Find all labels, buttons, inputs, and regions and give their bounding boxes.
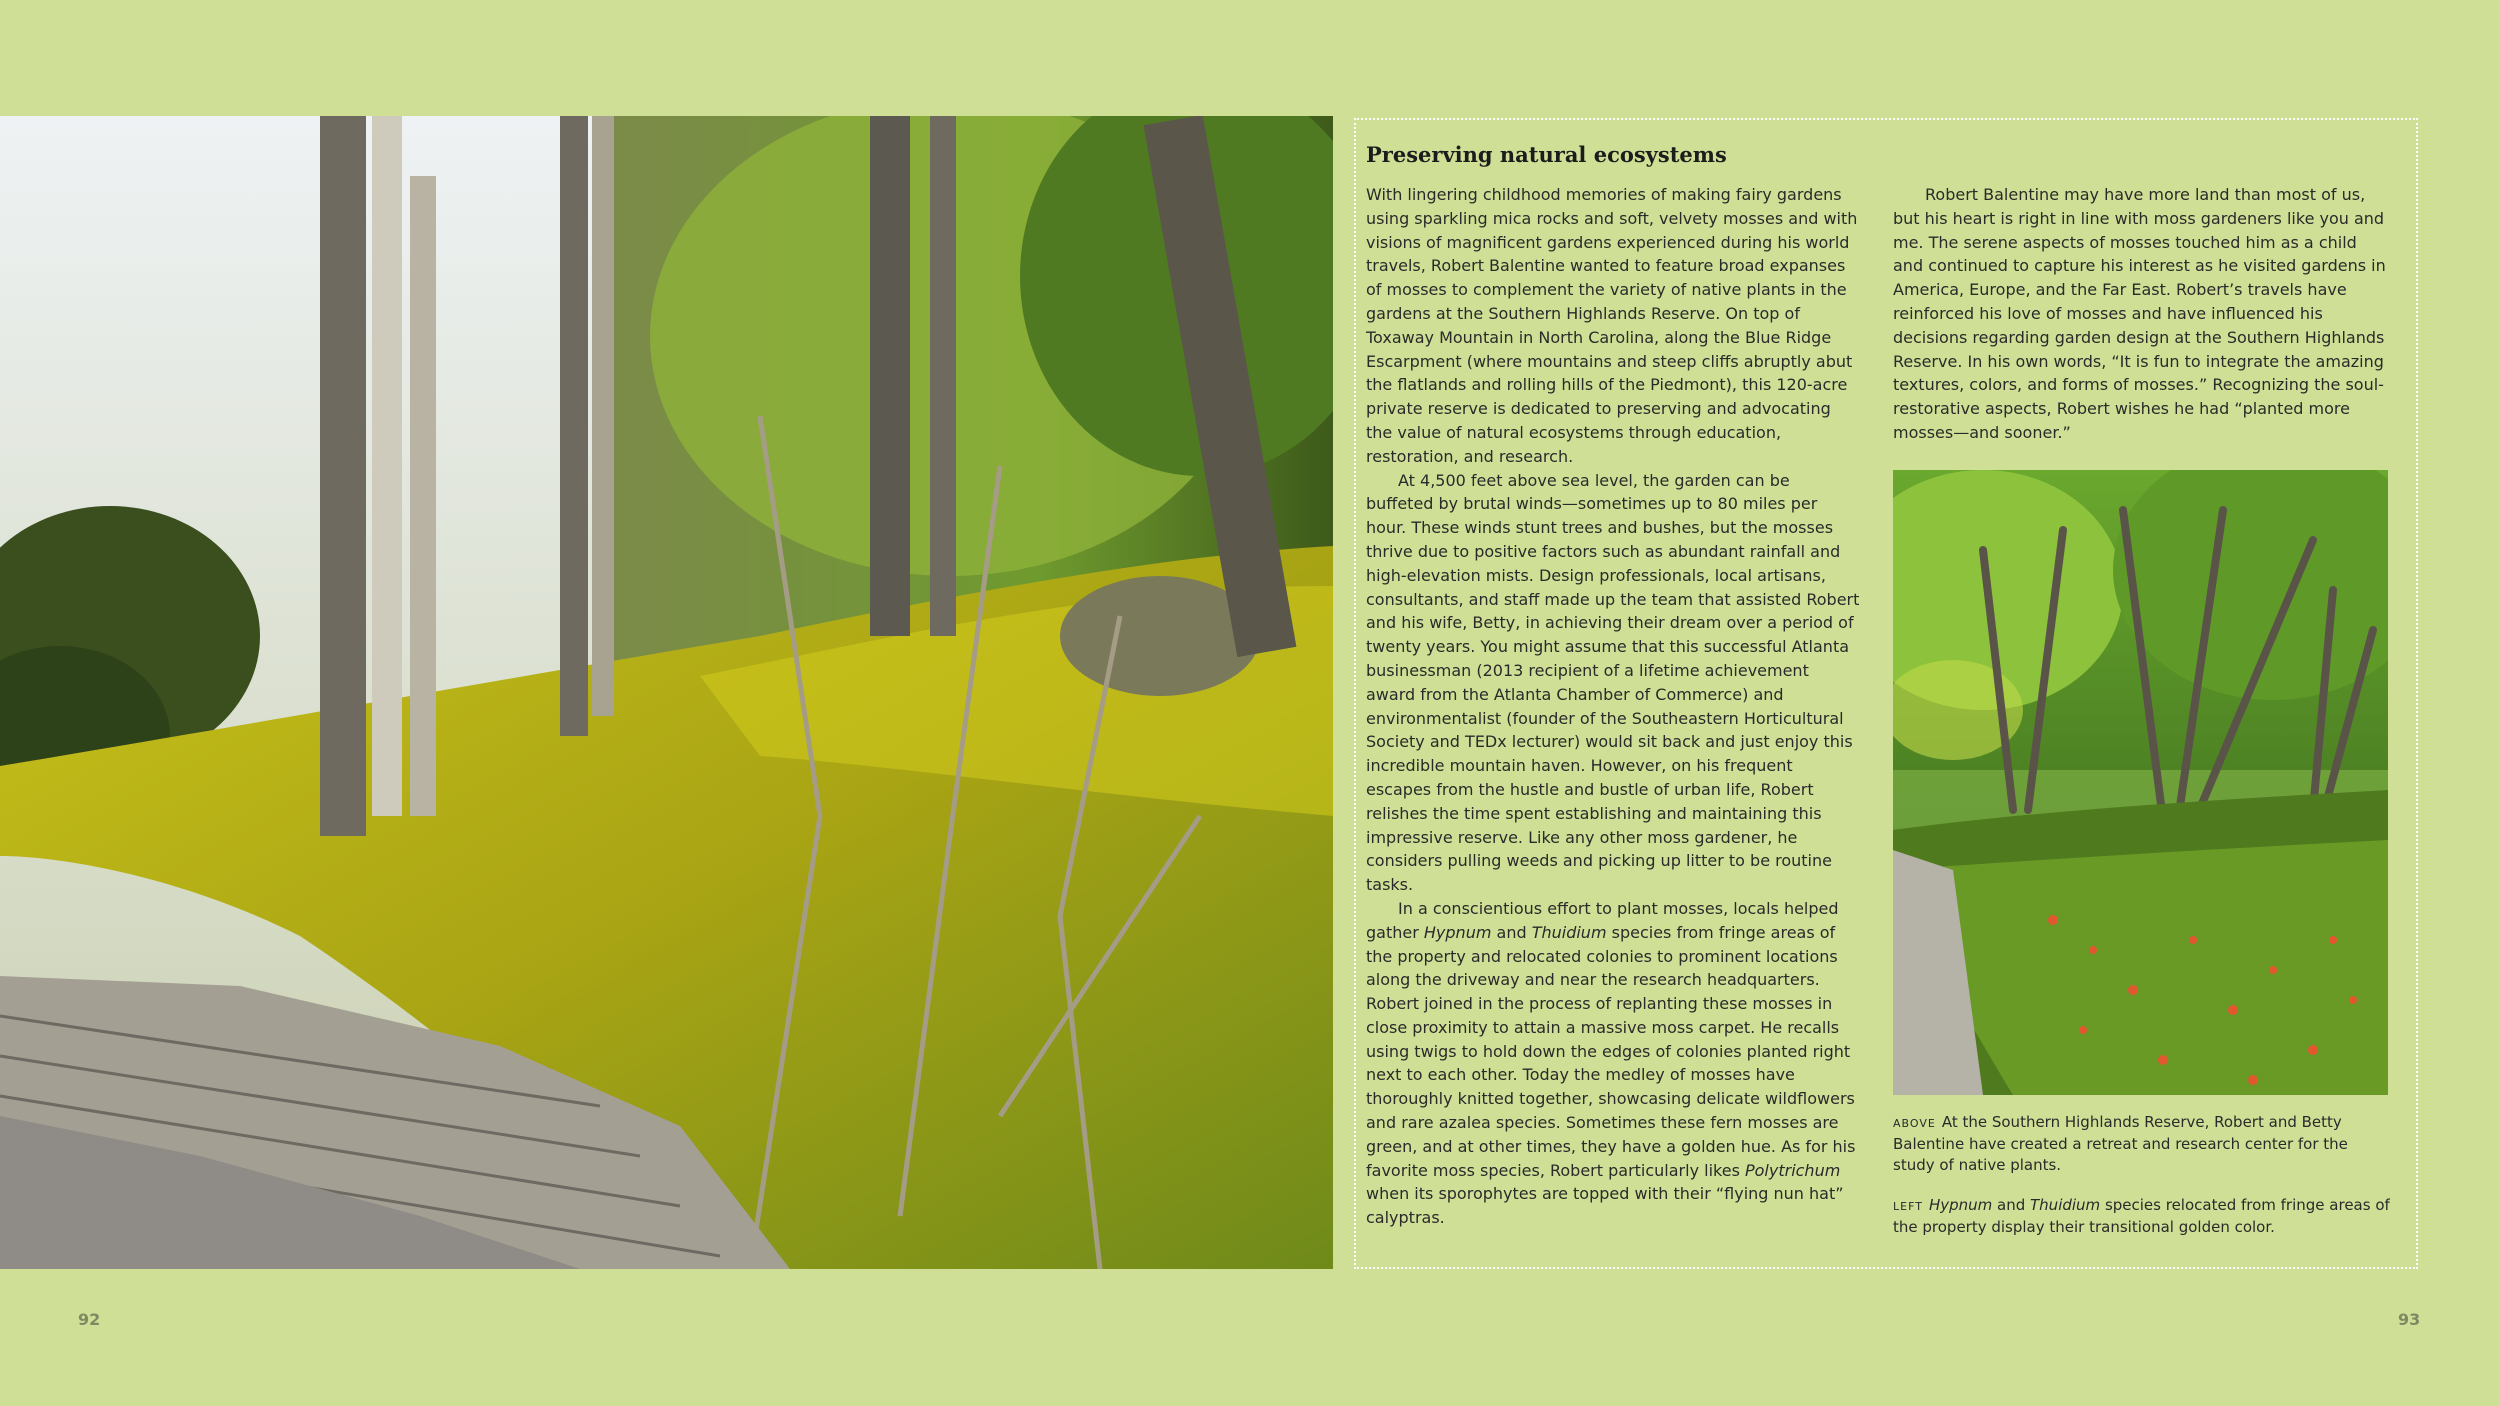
text-column-1 bbox=[1366, 183, 1860, 1230]
caption-text: species relocated from fringe areas of the property display their transitional golden color. bbox=[1893, 1196, 2390, 1236]
moss-hillside-illustration bbox=[0, 116, 1333, 1269]
caption-tag: LEFT bbox=[1893, 1200, 1923, 1213]
photo-caption-left: LEFT Hypnum and Thuidium species relocated from fringe areas of the property display their transitional golden color. bbox=[1893, 1196, 2390, 1236]
caption-tag: ABOVE bbox=[1893, 1117, 1936, 1130]
paragraph-1: With lingering childhood memories of making fairy gardens using sparkling mica rocks and soft, velvety mosses and with visions of magnificent gardens experienced during his world travels, Robert Balentine wanted to feature broad expanses of mosses to complement the variety of native plants in the gardens at the Southern Highlands Reserve. On top of Toxaway Mountain in North Carolina, along the Blue Ridge Escarpment (where mountains and steep cliffs abruptly abut the flatlands and rolling hills of the Piedmont), this 120-acre private reserve is dedicated to preserving and advocating the value of natural ecosystems through education, restoration, and research. bbox=[1366, 185, 1858, 466]
page-number-right: 93 bbox=[2398, 1310, 2421, 1329]
paragraph-4: Robert Balentine may have more land than most of us, but his heart is right in line with moss gardeners like you and me. The serene aspects of mosses touched him as a child and continued to capture his interest as he visited gardens in America, Europe, and the Far East. Robert’s travels have reinforced his love of mosses and have influenced his decisions regarding garden design at the Southern Highlands Reserve. In his own words, “It is fun to integrate the amazing textures, colors, and forms of mosses.” Recognizing the soul-restorative aspects, Robert wishes he had “planted more mosses—and sooner.” bbox=[1893, 185, 2386, 442]
retreat-garden-photo bbox=[1893, 470, 2388, 1095]
paragraph-3: In a conscientious effort to plant mosses, locals helped gather Hypnum and Thuidium species from fringe areas of the property and relocated colonies to prominent locations along the driveway and near the research headquarters. Robert joined in the process of replanting these mosses in close proximity to attain a massive moss carpet. He recalls using twigs to hold down the edges of colonies planted right next to each other. Today the medley of mosses have thoroughly knitted together, showcasing delicate wildflowers and rare azalea species. Sometimes these fern mosses are green, and at other times, they have a golden hue. As for his favorite moss species, Robert particularly likes Polytrichum when its sporophytes are topped with their “flying nun hat” calyptras. bbox=[1366, 898, 1856, 1228]
maple-grove-illustration bbox=[1893, 470, 2388, 1095]
moss-hillside-photo bbox=[0, 116, 1333, 1269]
paragraph-2: At 4,500 feet above sea level, the garden can be buffeted by brutal winds—sometimes up to 80 miles per hour. These winds stunt trees and bushes, but the mosses thrive due to positive factors such as abundant rainfall and high-elevation mists. Design professionals, local artisans, consultants, and staff made up the team that assisted Robert and his wife, Betty, in achieving their dream over a period of twenty years. You might assume that this successful Atlanta businessman (2013 recipient of a lifetime achievement award from the Atlanta Chamber of Commerce) and environmentalist (founder of the Southeastern Horticultural Society and TEDx lecturer) would sit back and just enjoy this incredible mountain haven. However, on his frequent escapes from the hustle and bustle of urban life, Robert relishes the time spent establishing and maintaining this impressive reserve. Like any other moss gardener, he considers pulling weeds and picking up litter to be routine tasks. bbox=[1366, 470, 1860, 895]
text-column-2 bbox=[1893, 183, 2389, 445]
caption-text: At the Southern Highlands Reserve, Robert and Betty Balentine have created a retreat and research center for the study of native plants. bbox=[1893, 1113, 2348, 1174]
page-number-left: 92 bbox=[78, 1310, 101, 1329]
section-heading: Preserving natural ecosystems bbox=[1366, 142, 1727, 167]
photo-caption-above bbox=[1893, 1112, 2393, 1176]
